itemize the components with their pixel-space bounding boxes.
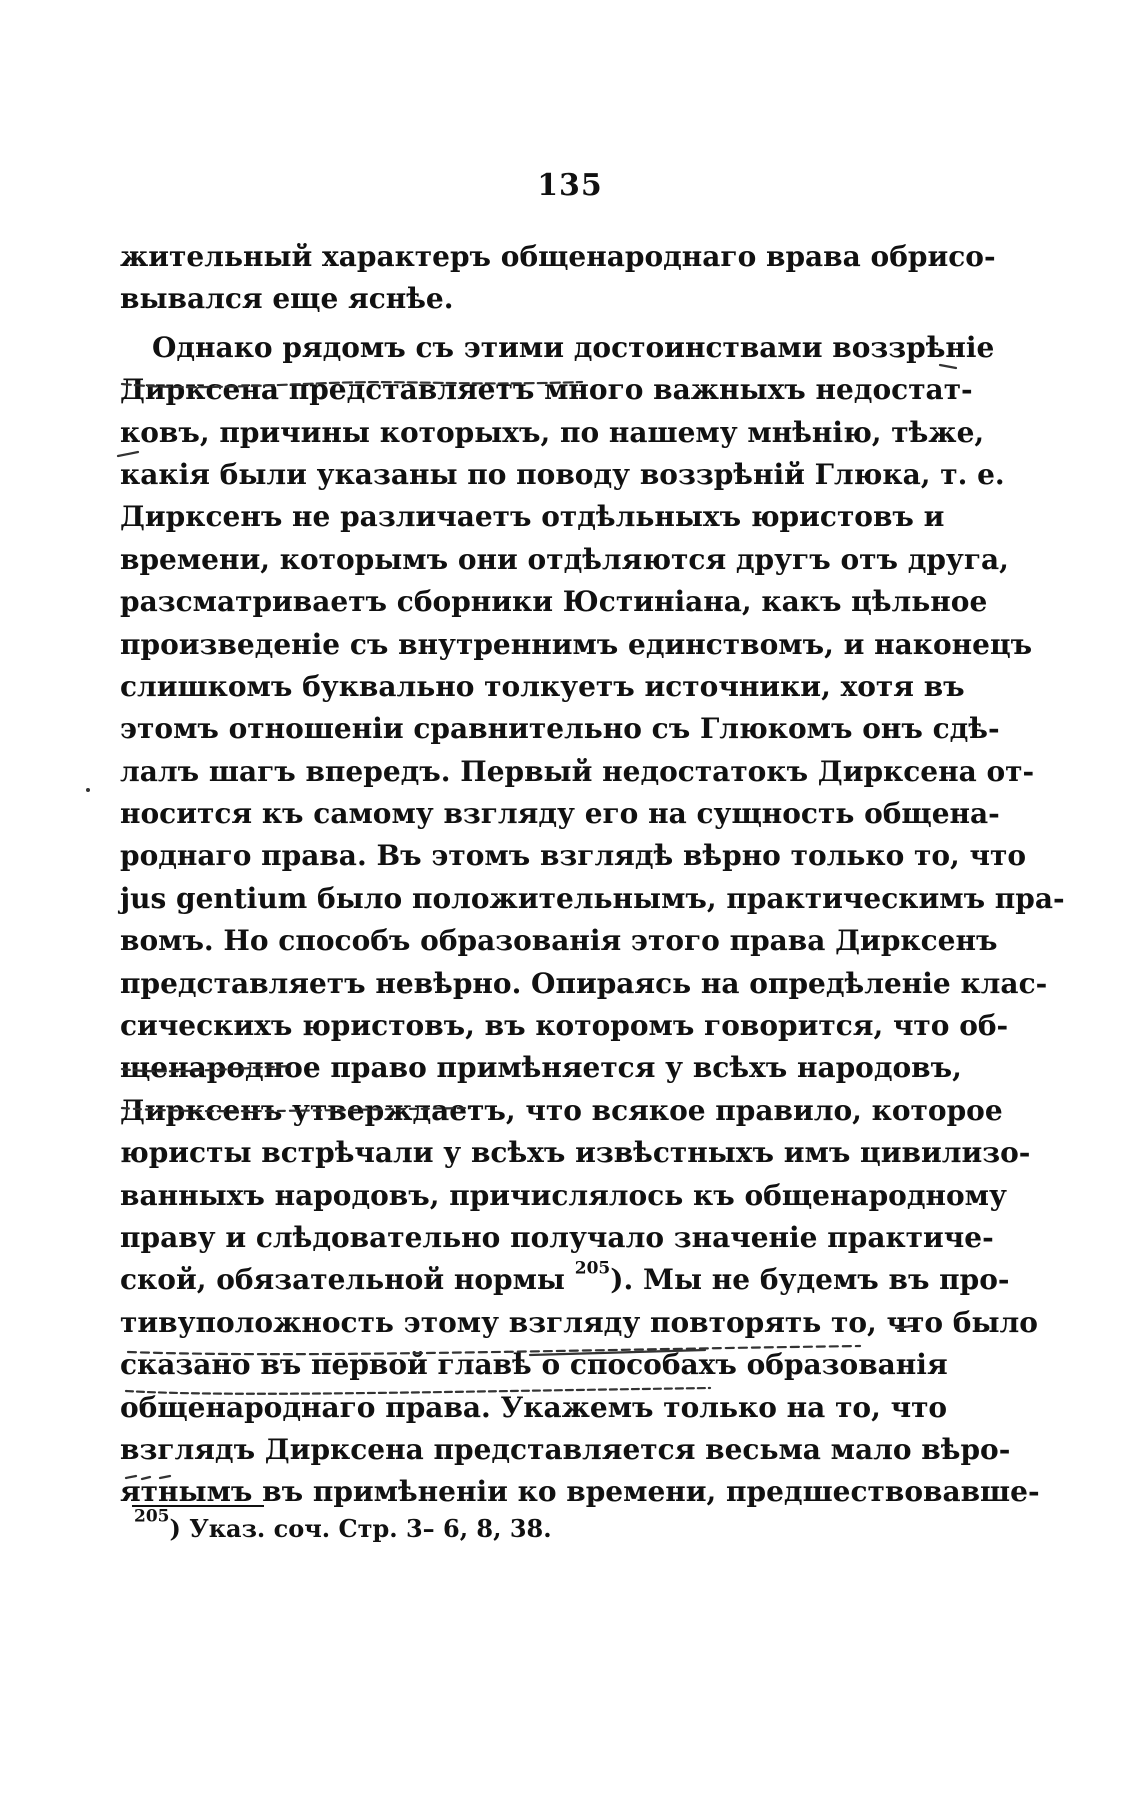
footnote-number: 205 <box>134 1506 170 1527</box>
text-line: представляетъ невѣрно. Опираясь на опредѣленіе клас- <box>120 966 1048 1000</box>
text-line: праву и слѣдовательно получало значеніе практиче- <box>120 1220 994 1254</box>
text-line: Однако рядомъ съ этими достоинствами воззрѣніе <box>152 330 995 364</box>
text-line: юристы встрѣчали у всѣхъ извѣстныхъ имъ цивилизо- <box>120 1136 1031 1170</box>
text-line: роднаго права. Въ этомъ взглядѣ вѣрно только то, что <box>120 839 1027 873</box>
text-line: jus gentium было положительнымъ, практическимъ пра- <box>120 881 1065 915</box>
text-line <box>120 1259 1010 1301</box>
text-line: взглядъ Дирксена представляется весьма мало вѣро- <box>120 1432 1011 1466</box>
text-line: Дирксенъ утверждаетъ, что всякое правило, которое <box>120 1093 1003 1127</box>
text-line: вомъ. Но способъ образованія этого права Дирксенъ <box>120 924 998 958</box>
text-line: Дирксена представляетъ много важныхъ недостат- <box>120 373 973 407</box>
text-line: тивуположность этому взгляду повторять то, что было <box>120 1305 1038 1339</box>
footnote-reference: 205 <box>574 1259 611 1280</box>
text-line: слишкомъ буквально толкуетъ источники, хотя въ <box>120 669 965 703</box>
text-line: сическихъ юристовъ, въ которомъ говорится, что об- <box>120 1009 1009 1043</box>
text-line: ковъ, причины которыхъ, по нашему мнѣнію, тѣже, <box>120 415 985 449</box>
text-line: щенародное право примѣняется у всѣхъ народовъ, <box>120 1051 962 1085</box>
text-line: носится къ самому взгляду его на сущность общена- <box>120 797 1000 831</box>
body-text <box>120 236 1065 1514</box>
text-line: лалъ шагъ впередъ. Первый недостатокъ Дирксена от- <box>120 754 1035 788</box>
text-segment: ской, обязательной нормы <box>120 1263 565 1297</box>
text-line: этомъ отношеніи сравнительно съ Глюкомъ онъ сдѣ- <box>120 712 1000 746</box>
text-line: общенароднаго права. Укажемъ только на то, что <box>120 1390 948 1424</box>
dot-mark <box>86 788 90 792</box>
text-line: произведеніе съ внутреннимъ единствомъ, и наконецъ <box>120 627 1033 661</box>
text-line: Дирксенъ не различаетъ отдѣльныхъ юристовъ и <box>120 500 945 534</box>
text-segment: ). Мы не будемъ въ про- <box>610 1263 1010 1297</box>
text-line: вывался еще яснѣе. <box>120 282 454 316</box>
text-line: сказано въ первой главѣ о способахъ образованія <box>120 1348 948 1382</box>
text-line: разсматриваетъ сборники Юстиніана, какъ цѣльное <box>120 585 988 619</box>
text-line: времени, которымъ они отдѣляются другъ отъ друга, <box>120 542 1009 576</box>
text-line: ятнымъ въ примѣненіи ко времени, предшествовавше- <box>120 1475 1040 1509</box>
footnote-text: ) Указ. соч. Стр. 3– 6, 8, 38. <box>169 1514 552 1543</box>
footnote <box>134 1506 552 1546</box>
page-number: 135 <box>537 168 603 203</box>
text-line: какія были указаны по поводу воззрѣній Глюка, т. е. <box>120 457 1005 491</box>
text-line: жительный характеръ общенароднаго врава обрисо- <box>120 240 996 273</box>
text-line: ванныхъ народовъ, причислялось къ общенародному <box>120 1178 1007 1212</box>
